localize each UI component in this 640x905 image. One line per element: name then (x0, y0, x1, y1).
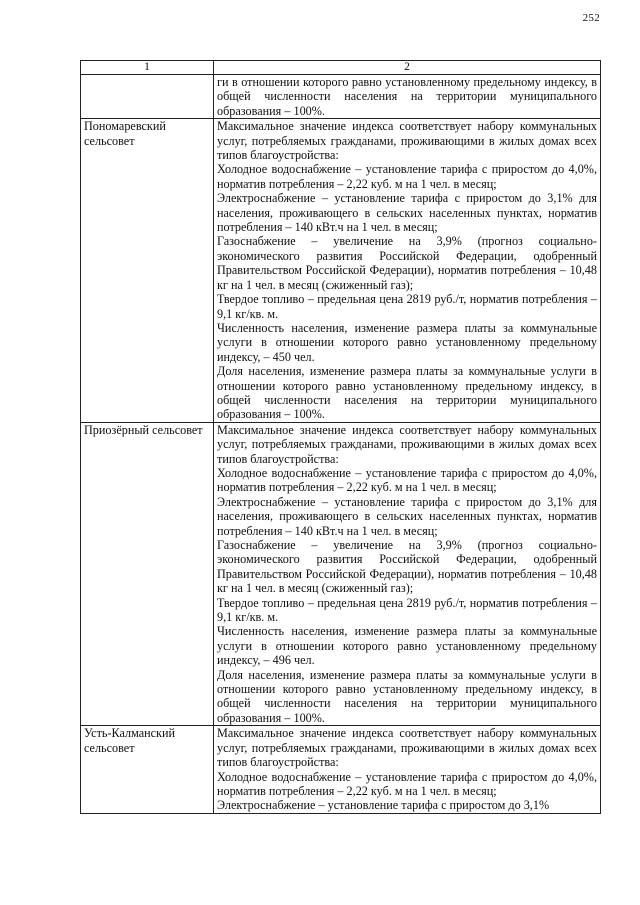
column-header-1: 1 (81, 61, 214, 75)
description-paragraph: Твердое топливо – предельная цена 2819 руб./т, норматив потребления – 9,1 кг/кв. м. (217, 292, 597, 321)
municipality-name: Приозёрный сельсовет (81, 422, 214, 726)
description-paragraph: Доля населения, изменение размера платы за коммунальные услуги в отношении которого равно установленному предельному индексу, в общей численности населения на территории муниципального образования – 100%. (217, 364, 597, 422)
document-table (80, 60, 601, 814)
municipality-name: Усть-Калманский сельсовет (81, 726, 214, 813)
description-paragraph: Твердое топливо – предельная цена 2819 руб./т, норматив потребления – 9,1 кг/кв. м. (217, 595, 597, 625)
description-paragraph: Численность населения, изменение размера платы за коммунальные услуги в отношении которого равно установленному предельному индексу, – 496 чел. (217, 624, 597, 668)
page-number: 252 (582, 12, 600, 24)
description-paragraph: Численность населения, изменение размера платы за коммунальные услуги в отношении которого равно установленному предельному индексу, – 450 чел. (217, 320, 597, 364)
description-paragraph: Максимальное значение индекса соответствует набору коммунальных услуг, потребляемых гражданами, проживающими в жилых домах всех типов благоустройства: (217, 422, 597, 466)
table-row (81, 75, 601, 119)
description-paragraph: Максимальное значение индекса соответствует набору коммунальных услуг, потребляемых гражданами, проживающими в жилых домах всех типов благоустройства: (217, 726, 597, 770)
municipality-name: Пономаревский сельсовет (81, 119, 214, 423)
description-paragraph: Доля населения, изменение размера платы за коммунальные услуги в отношении которого равно установленному предельному индексу, в общей численности населения на территории муниципального образования – 100%. (217, 667, 597, 725)
description-paragraph: ги в отношении которого равно установленному предельному индексу, в общей численности населения на территории муниципального образования – 100%. (217, 75, 597, 118)
description-cell (214, 726, 601, 813)
description-paragraph: Холодное водоснабжение – установление тарифа с приростом до 4,0%, норматив потребления – 2,22 куб. м на 1 чел. в месяц; (217, 162, 597, 191)
table-row (81, 119, 601, 423)
description-cell (214, 422, 601, 726)
description-paragraph: Холодное водоснабжение – установление тарифа с приростом до 4,0%, норматив потребления – 2,22 куб. м на 1 чел. в месяц; (217, 769, 597, 798)
column-header-2: 2 (214, 61, 601, 75)
description-paragraph: Газоснабжение – увеличение на 3,9% (прогноз социально-экономического развития Российской Федерации, одобренный Правительством Российской Федерации), норматив потребления – 10,48 кг на 1 чел. в месяц (сжиженный газ); (217, 538, 597, 596)
description-paragraph: Электроснабжение – установление тарифа с приростом до 3,1% для населения, проживающего в сельских населенных пунктах, норматив потребления – 140 кВт.ч на 1 чел. в месяц; (217, 191, 597, 235)
description-cell (214, 119, 601, 423)
description-cell (214, 75, 601, 119)
description-paragraph: Максимальное значение индекса соответствует набору коммунальных услуг, потребляемых гражданами, проживающими в жилых домах всех типов благоустройства: (217, 119, 597, 163)
table-row (81, 422, 601, 726)
description-paragraph: Газоснабжение – увеличение на 3,9% (прогноз социально-экономического развития Российской Федерации, одобренный Правительством Российской Федерации), норматив потребления – 10,48 кг на 1 чел. в месяц (сжиженный газ); (217, 234, 597, 292)
table-header-row (81, 61, 601, 75)
description-paragraph: Электроснабжение – установление тарифа с приростом до 3,1% (217, 798, 550, 813)
description-paragraph: Холодное водоснабжение – установление тарифа с приростом до 4,0%, норматив потребления – 2,22 куб. м на 1 чел. в месяц; (217, 465, 597, 495)
municipality-name (81, 75, 214, 119)
table-row (81, 726, 601, 813)
description-paragraph: Электроснабжение – установление тарифа с приростом до 3,1% для населения, проживающего в сельских населенных пунктах, норматив потребления – 140 кВт.ч на 1 чел. в месяц; (217, 494, 597, 538)
